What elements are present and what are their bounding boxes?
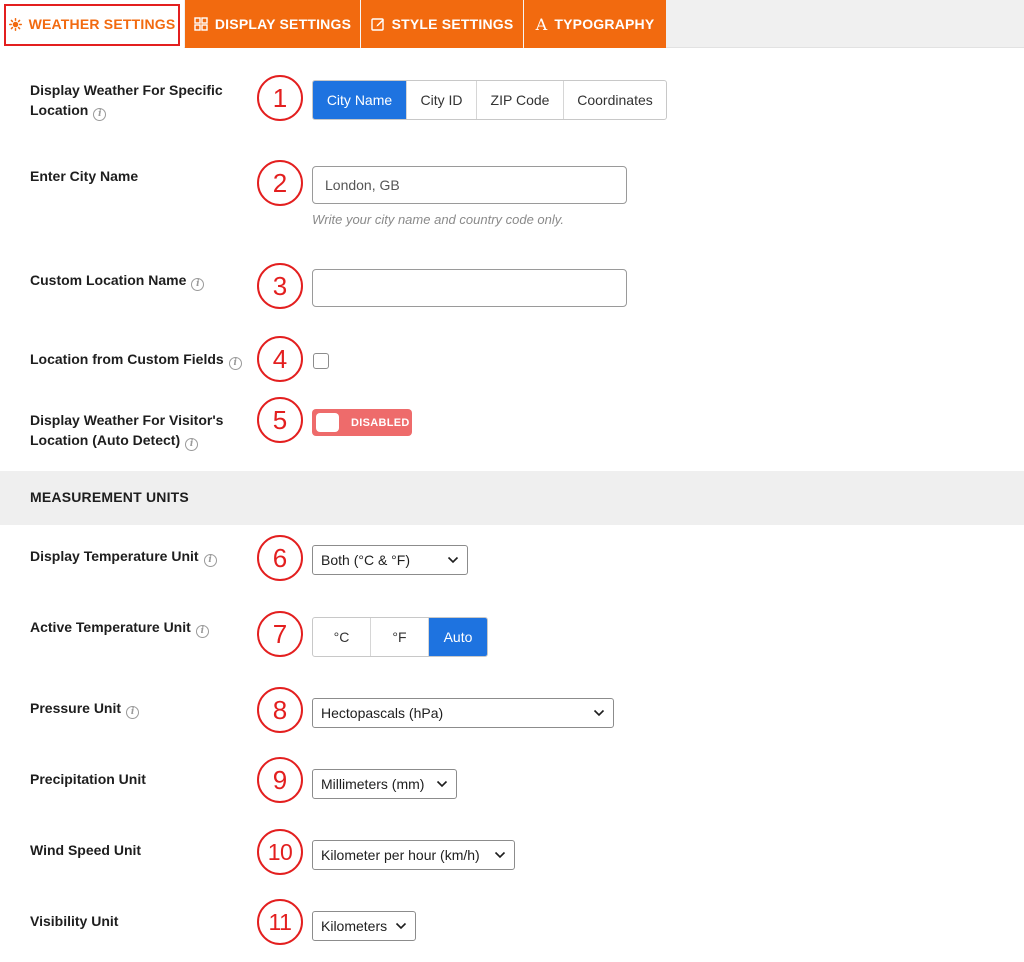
option-city-name[interactable]: City Name bbox=[313, 81, 407, 119]
edit-icon bbox=[371, 17, 385, 31]
temperature-display-select[interactable] bbox=[312, 545, 468, 575]
location-type-selector bbox=[312, 80, 667, 120]
info-icon[interactable]: i bbox=[126, 706, 139, 719]
select-value: Millimeters (mm) bbox=[321, 776, 425, 792]
tab-typography[interactable] bbox=[524, 0, 666, 48]
temperature-display-label: Display Temperature Unit i bbox=[30, 546, 217, 567]
chevron-down-icon bbox=[447, 556, 459, 564]
select-value: Hectopascals (hPa) bbox=[321, 705, 444, 721]
grid-icon bbox=[194, 17, 208, 31]
toggle-knob bbox=[316, 413, 339, 432]
select-value: Kilometer per hour (km/h) bbox=[321, 847, 480, 863]
annotation-marker-4: 4 bbox=[257, 336, 303, 382]
custom-location-label: Custom Location Name i bbox=[30, 270, 204, 291]
annotation-marker-3: 3 bbox=[257, 263, 303, 309]
annotation-marker-7: 7 bbox=[257, 611, 303, 657]
active-temperature-label: Active Temperature Unit i bbox=[30, 617, 209, 638]
tab-label: TYPOGRAPHY bbox=[554, 16, 655, 32]
info-icon[interactable]: i bbox=[196, 625, 209, 638]
city-name-help-text: Write your city name and country code only. bbox=[312, 212, 564, 227]
option-city-id[interactable]: City ID bbox=[407, 81, 477, 119]
tab-label: WEATHER SETTINGS bbox=[28, 16, 176, 32]
info-icon[interactable]: i bbox=[229, 357, 242, 370]
chevron-down-icon bbox=[593, 709, 605, 717]
info-icon[interactable]: i bbox=[185, 438, 198, 451]
chevron-down-icon bbox=[395, 922, 407, 930]
option-coordinates[interactable]: Coordinates bbox=[577, 92, 653, 108]
wind-speed-unit-label: Wind Speed Unit bbox=[30, 842, 142, 858]
custom-fields-checkbox[interactable] bbox=[313, 353, 329, 369]
city-name-label: Enter City Name bbox=[30, 168, 139, 184]
precipitation-unit-select[interactable] bbox=[312, 769, 457, 799]
chevron-down-icon bbox=[494, 851, 506, 859]
info-icon[interactable]: i bbox=[93, 108, 106, 121]
chevron-down-icon bbox=[436, 780, 448, 788]
visitor-location-label: Display Weather For Visitor's Location (Auto Detect) i bbox=[30, 412, 224, 449]
specific-location-label: Display Weather For Specific Location i bbox=[30, 82, 223, 119]
custom-location-input[interactable] bbox=[312, 269, 627, 307]
settings-tab-bar bbox=[0, 0, 1024, 48]
auto-detect-toggle[interactable] bbox=[312, 409, 412, 436]
option-celsius[interactable]: °C bbox=[313, 618, 371, 656]
visibility-unit-select[interactable] bbox=[312, 911, 416, 941]
annotation-marker-8: 8 bbox=[257, 687, 303, 733]
option-zip-code[interactable]: ZIP Code bbox=[477, 81, 564, 119]
wind-speed-unit-select[interactable] bbox=[312, 840, 515, 870]
tab-label: DISPLAY SETTINGS bbox=[214, 16, 352, 32]
info-icon[interactable]: i bbox=[204, 554, 217, 567]
city-name-input[interactable]: London, GB bbox=[312, 166, 627, 204]
measurement-units-section bbox=[0, 471, 1024, 525]
typography-icon: A bbox=[535, 14, 548, 34]
annotation-marker-1: 1 bbox=[257, 75, 303, 121]
select-value: Both (°C & °F) bbox=[321, 552, 410, 568]
tab-label: STYLE SETTINGS bbox=[391, 16, 514, 32]
pressure-unit-label: Pressure Unit i bbox=[30, 698, 139, 719]
active-temperature-selector bbox=[312, 617, 488, 657]
annotation-marker-5: 5 bbox=[257, 397, 303, 443]
annotation-marker-6: 6 bbox=[257, 535, 303, 581]
visibility-unit-label: Visibility Unit bbox=[30, 913, 119, 929]
select-value: Kilometers bbox=[321, 918, 388, 934]
annotation-marker-11: 11 bbox=[257, 899, 303, 945]
custom-fields-label: Location from Custom Fields i bbox=[30, 349, 242, 370]
tab-style-settings[interactable] bbox=[361, 0, 523, 48]
toggle-state-text: DISABLED bbox=[351, 416, 410, 429]
option-auto[interactable]: Auto bbox=[429, 618, 487, 656]
option-fahrenheit[interactable]: °F bbox=[371, 618, 429, 656]
info-icon[interactable]: i bbox=[191, 278, 204, 291]
tab-display-settings[interactable] bbox=[185, 0, 360, 48]
annotation-marker-9: 9 bbox=[257, 757, 303, 803]
annotation-highlight-frame bbox=[4, 4, 180, 46]
pressure-unit-select[interactable] bbox=[312, 698, 614, 728]
annotation-marker-10: 10 bbox=[257, 829, 303, 875]
tab-weather-settings[interactable] bbox=[0, 0, 184, 48]
section-title: MEASUREMENT UNITS bbox=[30, 489, 189, 505]
precipitation-unit-label: Precipitation Unit bbox=[30, 771, 146, 787]
annotation-marker-2: 2 bbox=[257, 160, 303, 206]
